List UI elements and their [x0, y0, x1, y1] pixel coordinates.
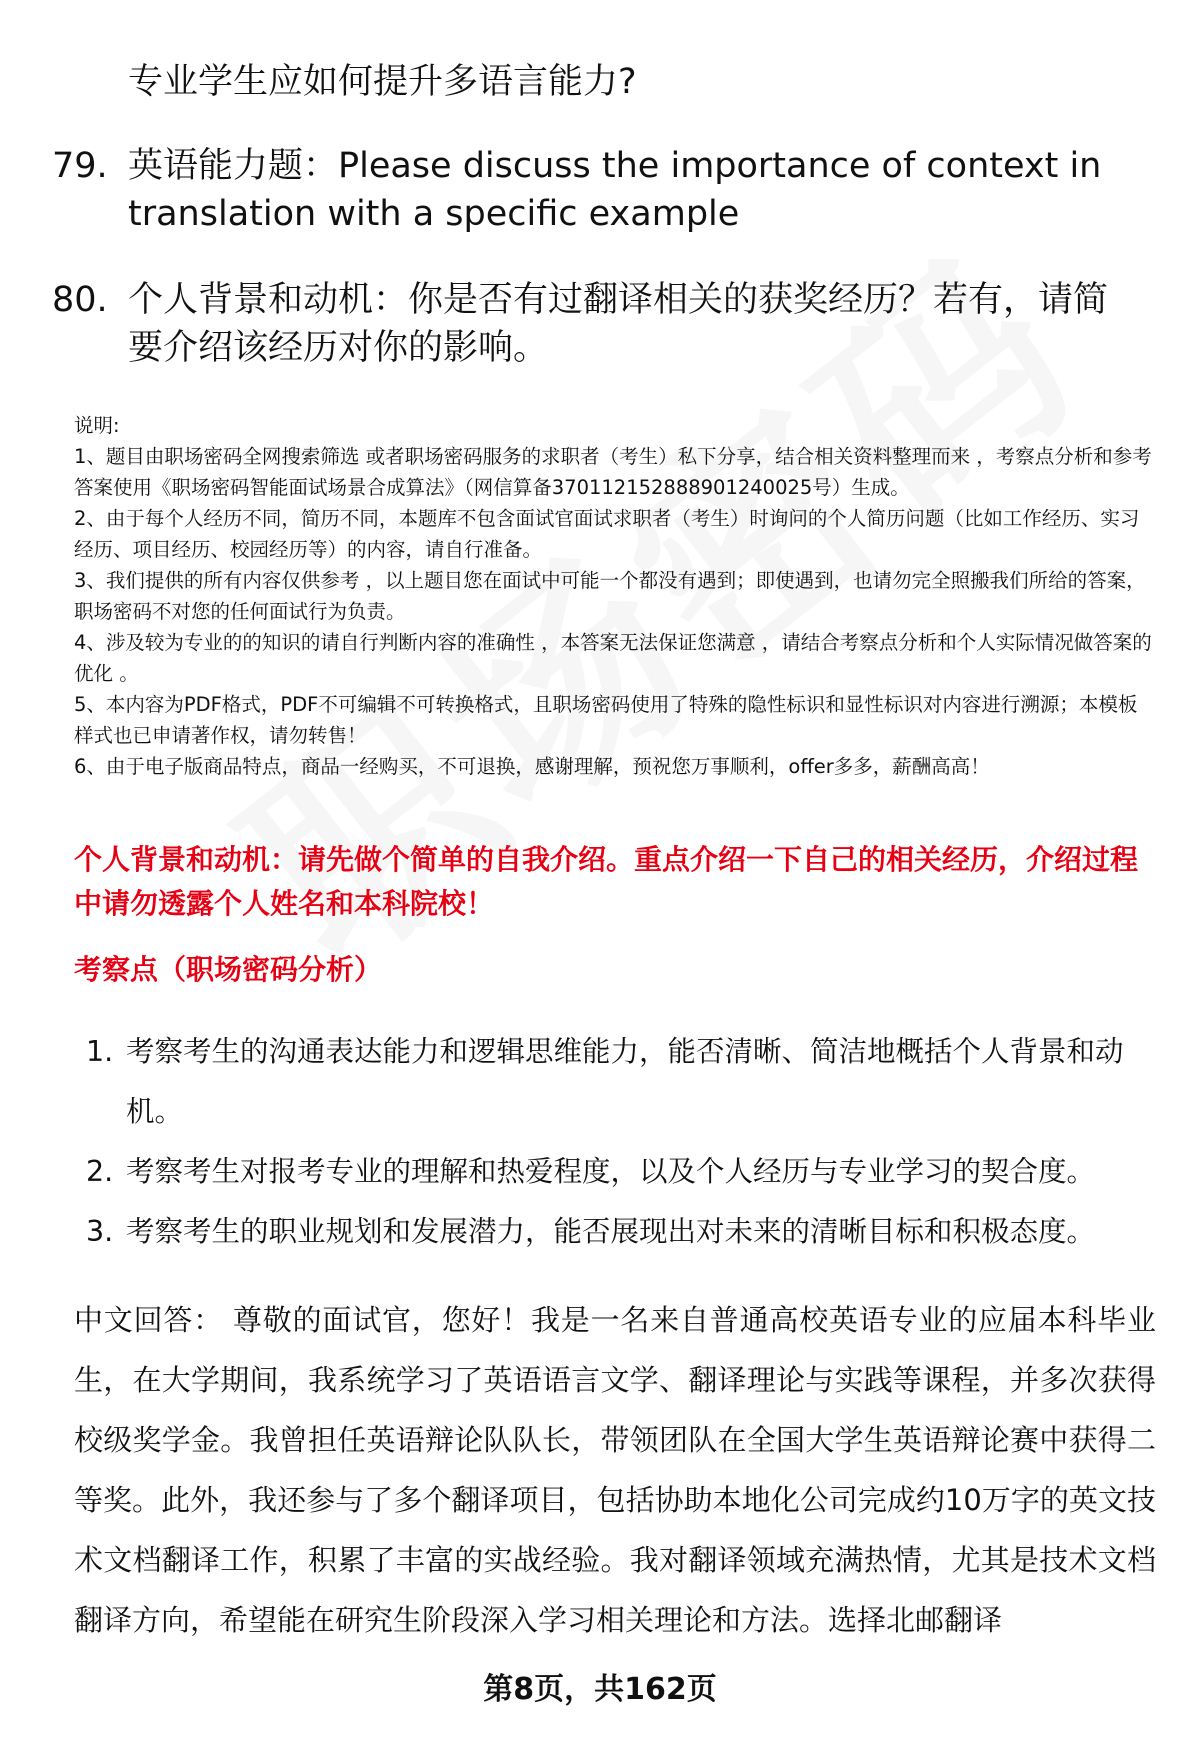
- note-item: 1、题目由职场密码全网搜索筛选 或者职场密码服务的求职者（考生）私下分享，结合相关资料整理而来 ，考察点分析和参考答案使用《职场密码智能面试场景合成算法》（网信算备370112152888901240025号）生成。: [74, 445, 1152, 499]
- answer-text: 中文回答： 尊敬的面试官，您好！我是一名来自普通高校英语专业的应届本科毕业生，在大学期间，我系统学习了英语语言文学、翻译理论与实践等课程，并多次获得校级奖学金。我曾担任英语辩论队队长，带领团队在全国大学生英语辩论赛中获得二等奖。此外，我还参与了多个翻译项目，包括协助本地化公司完成约10万字的英文技术文档翻译工作，积累了丰富的实战经验。我对翻译领域充满热情，尤其是技术文档翻译方向，希望能在研究生阶段深入学习相关理论和方法。选择北邮翻译: [74, 1303, 1156, 1637]
- analysis-heading: 考察点（职场密码分析）: [74, 953, 383, 986]
- question-text: 英语能力题：Please discuss the importance of context in translation with a specific example: [128, 146, 1102, 234]
- question-79: [52, 142, 1142, 238]
- question-number: 80.: [52, 280, 108, 320]
- analysis-point: [74, 1022, 1154, 1142]
- point-number: 2.: [86, 1155, 114, 1188]
- point-text: 考察考生的职业规划和发展潜力，能否展现出对未来的清晰目标和积极态度。: [126, 1215, 1096, 1248]
- interview-question: 个人背景和动机：请先做个简单的自我介绍。重点介绍一下自己的相关经历，介绍过程中请勿透露个人姓名和本科院校！: [74, 843, 1139, 920]
- notes-block: [74, 410, 1154, 782]
- analysis-point: [74, 1142, 1154, 1202]
- analysis-point: [74, 1202, 1154, 1262]
- point-number: 3.: [86, 1215, 114, 1248]
- notes-title: 说明:: [74, 414, 120, 437]
- note-item: 6、由于电子版商品特点，商品一经购买，不可退换，感谢理解，预祝您万事顺利，offer多多，薪酬高高！: [74, 755, 990, 778]
- note-item: 2、由于每个人经历不同，简历不同，本题库不包含面试官面试求职者（考生）时询问的个人简历问题（比如工作经历、实习经历、项目经历、校园经历等）的内容，请自行准备。: [74, 507, 1140, 561]
- question-number: 79.: [52, 146, 108, 186]
- point-text: 考察考生的沟通表达能力和逻辑思维能力，能否清晰、简洁地概括个人背景和动机。: [126, 1035, 1124, 1128]
- question-continuation: 专业学生应如何提升多语言能力?: [128, 62, 637, 102]
- point-number: 1.: [86, 1035, 114, 1068]
- note-item: 3、我们提供的所有内容仅供参考 ，以上题目您在面试中可能一个都没有遇到；即使遇到，也请勿完全照搬我们所给的答案，职场密码不对您的任何面试行为负责。: [74, 569, 1146, 623]
- question-text: 个人背景和动机：你是否有过翻译相关的获奖经历？若有，请简要介绍该经历对你的影响。: [128, 280, 1109, 368]
- page-footer: 第8页，共162页: [483, 1672, 717, 1707]
- question-80: [52, 276, 1142, 372]
- analysis-points: [74, 1022, 1154, 1262]
- point-text: 考察考生对报考专业的理解和热爱程度，以及个人经历与专业学习的契合度。: [126, 1155, 1096, 1188]
- note-item: 5、本内容为PDF格式，PDF不可编辑不可转换格式，且职场密码使用了特殊的隐性标识和显性标识对内容进行溯源；本模板样式也已申请著作权，请勿转售！: [74, 693, 1138, 747]
- note-item: 4、涉及较为专业的的知识的请自行判断内容的准确性 ，本答案无法保证您满意 ，请结合考察点分析和个人实际情况做答案的优化 。: [74, 631, 1152, 685]
